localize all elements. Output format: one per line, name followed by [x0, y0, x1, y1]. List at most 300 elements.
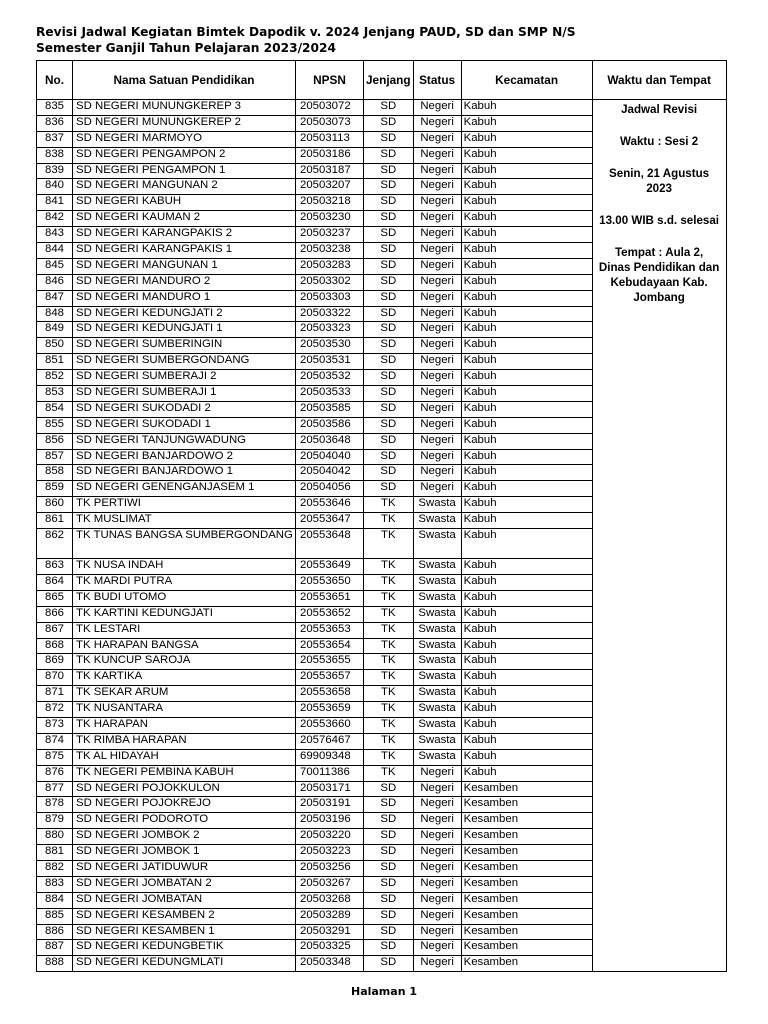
cell-nama: SD NEGERI KEDUNGMLATI: [73, 956, 296, 972]
cell-kecamatan: Kesamben: [461, 940, 592, 956]
cell-jenjang: SD: [364, 322, 414, 338]
cell-nama: SD NEGERI MARMOYO: [73, 131, 296, 147]
cell-nama: SD NEGERI MANGUNAN 2: [73, 179, 296, 195]
cell-kecamatan: Kesamben: [461, 956, 592, 972]
cell-nama: SD NEGERI KEDUNGJATI 2: [73, 306, 296, 322]
cell-no: 863: [37, 559, 73, 575]
cell-kecamatan: Kesamben: [461, 876, 592, 892]
cell-no: 872: [37, 702, 73, 718]
cell-no: 874: [37, 733, 73, 749]
cell-status: Negeri: [413, 481, 461, 497]
cell-kecamatan: Kabuh: [461, 590, 592, 606]
cell-jenjang: TK: [364, 717, 414, 733]
cell-jenjang: TK: [364, 765, 414, 781]
cell-kecamatan: Kabuh: [461, 131, 592, 147]
cell-no: 848: [37, 306, 73, 322]
cell-nama: TK KARTIKA: [73, 670, 296, 686]
cell-npsn: 20503230: [296, 211, 364, 227]
schedule-info-cell: [592, 100, 726, 972]
cell-status: Negeri: [413, 940, 461, 956]
cell-kecamatan: Kabuh: [461, 749, 592, 765]
cell-jenjang: TK: [364, 606, 414, 622]
cell-npsn: 20503533: [296, 386, 364, 402]
cell-jenjang: SD: [364, 449, 414, 465]
cell-jenjang: SD: [364, 940, 414, 956]
cell-kecamatan: Kabuh: [461, 433, 592, 449]
table-row: [37, 100, 727, 116]
cell-jenjang: SD: [364, 147, 414, 163]
cell-no: 857: [37, 449, 73, 465]
cell-status: Swasta: [413, 606, 461, 622]
cell-kecamatan: Kabuh: [461, 622, 592, 638]
cell-jenjang: TK: [364, 529, 414, 559]
cell-no: 862: [37, 529, 73, 559]
cell-kecamatan: Kesamben: [461, 845, 592, 861]
cell-status: Negeri: [413, 956, 461, 972]
cell-npsn: 20503348: [296, 956, 364, 972]
cell-status: Swasta: [413, 638, 461, 654]
cell-jenjang: SD: [364, 258, 414, 274]
cell-status: Negeri: [413, 797, 461, 813]
cell-npsn: 20503191: [296, 797, 364, 813]
cell-kecamatan: Kabuh: [461, 481, 592, 497]
cell-npsn: 20553651: [296, 590, 364, 606]
cell-nama: SD NEGERI KAUMAN 2: [73, 211, 296, 227]
cell-nama: SD NEGERI GENENGANJASEM 1: [73, 481, 296, 497]
cell-jenjang: SD: [364, 417, 414, 433]
cell-no: 849: [37, 322, 73, 338]
cell-status: Negeri: [413, 211, 461, 227]
cell-status: Negeri: [413, 243, 461, 259]
cell-status: Negeri: [413, 433, 461, 449]
cell-no: 865: [37, 590, 73, 606]
cell-npsn: 20503237: [296, 227, 364, 243]
cell-kecamatan: Kesamben: [461, 797, 592, 813]
cell-kecamatan: Kabuh: [461, 497, 592, 513]
cell-nama: SD NEGERI SUMBERAJI 2: [73, 370, 296, 386]
cell-status: Negeri: [413, 338, 461, 354]
cell-npsn: 20553650: [296, 574, 364, 590]
cell-no: 870: [37, 670, 73, 686]
cell-nama: SD NEGERI JOMBOK 2: [73, 829, 296, 845]
cell-nama: TK HARAPAN BANGSA: [73, 638, 296, 654]
cell-status: Negeri: [413, 354, 461, 370]
cell-jenjang: SD: [364, 338, 414, 354]
cell-nama: SD NEGERI SUMBERGONDANG: [73, 354, 296, 370]
cell-nama: SD NEGERI BANJARDOWO 1: [73, 465, 296, 481]
cell-nama: SD NEGERI MANDURO 1: [73, 290, 296, 306]
cell-status: Negeri: [413, 100, 461, 116]
cell-kecamatan: Kesamben: [461, 924, 592, 940]
cell-status: Swasta: [413, 733, 461, 749]
schedule-line5: Tempat : Aula 2, Dinas Pendidikan dan Kebudayaan Kab. Jombang: [598, 246, 720, 304]
cell-status: Negeri: [413, 195, 461, 211]
title-line-1: Revisi Jadwal Kegiatan Bimtek Dapodik v. 2024 Jenjang PAUD, SD dan SMP N/S: [36, 25, 576, 39]
schedule-line2: Waktu : Sesi 2: [620, 135, 699, 148]
cell-no: 835: [37, 100, 73, 116]
cell-no: 842: [37, 211, 73, 227]
cell-npsn: 20553660: [296, 717, 364, 733]
cell-no: 860: [37, 497, 73, 513]
cell-status: Negeri: [413, 227, 461, 243]
cell-no: 866: [37, 606, 73, 622]
cell-nama: TK PERTIWI: [73, 497, 296, 513]
cell-kecamatan: Kabuh: [461, 195, 592, 211]
cell-npsn: 20503322: [296, 306, 364, 322]
cell-kecamatan: Kabuh: [461, 179, 592, 195]
cell-no: 880: [37, 829, 73, 845]
col-header-waktu: Waktu dan Tempat: [592, 61, 726, 100]
cell-status: Swasta: [413, 670, 461, 686]
cell-no: 858: [37, 465, 73, 481]
cell-npsn: 20576467: [296, 733, 364, 749]
cell-kecamatan: Kabuh: [461, 274, 592, 290]
cell-jenjang: SD: [364, 845, 414, 861]
table-body: [37, 100, 727, 972]
cell-no: 843: [37, 227, 73, 243]
cell-nama: SD NEGERI MUNUNGKEREP 2: [73, 115, 296, 131]
cell-jenjang: SD: [364, 797, 414, 813]
cell-no: 879: [37, 813, 73, 829]
cell-kecamatan: Kabuh: [461, 529, 592, 559]
cell-no: 845: [37, 258, 73, 274]
cell-kecamatan: Kabuh: [461, 322, 592, 338]
cell-nama: SD NEGERI KEDUNGJATI 1: [73, 322, 296, 338]
cell-status: Swasta: [413, 717, 461, 733]
cell-status: Negeri: [413, 417, 461, 433]
cell-kecamatan: Kabuh: [461, 654, 592, 670]
cell-npsn: 20553657: [296, 670, 364, 686]
cell-npsn: 20503283: [296, 258, 364, 274]
cell-nama: SD NEGERI KARANGPAKIS 1: [73, 243, 296, 259]
cell-npsn: 20553648: [296, 529, 364, 559]
cell-jenjang: TK: [364, 749, 414, 765]
cell-jenjang: SD: [364, 386, 414, 402]
cell-nama: SD NEGERI POJOKKULON: [73, 781, 296, 797]
cell-status: Negeri: [413, 401, 461, 417]
cell-jenjang: TK: [364, 733, 414, 749]
cell-npsn: 20503586: [296, 417, 364, 433]
cell-npsn: 20553654: [296, 638, 364, 654]
cell-status: Swasta: [413, 686, 461, 702]
cell-nama: SD NEGERI KESAMBEN 2: [73, 908, 296, 924]
cell-jenjang: SD: [364, 211, 414, 227]
cell-npsn: 20504040: [296, 449, 364, 465]
schedule-table: [36, 60, 727, 972]
cell-nama: SD NEGERI JOMBATAN: [73, 892, 296, 908]
cell-npsn: 20553652: [296, 606, 364, 622]
cell-status: Swasta: [413, 497, 461, 513]
cell-nama: TK NUSANTARA: [73, 702, 296, 718]
cell-no: 861: [37, 513, 73, 529]
cell-kecamatan: Kabuh: [461, 243, 592, 259]
cell-npsn: 20503207: [296, 179, 364, 195]
cell-nama: SD NEGERI JATIDUWUR: [73, 860, 296, 876]
cell-npsn: 20503291: [296, 924, 364, 940]
cell-npsn: 20504056: [296, 481, 364, 497]
cell-npsn: 20503648: [296, 433, 364, 449]
cell-nama: SD NEGERI SUKODADI 1: [73, 417, 296, 433]
cell-npsn: 20503302: [296, 274, 364, 290]
cell-status: Negeri: [413, 115, 461, 131]
title-line-2: Semester Ganjil Tahun Pelajaran 2023/2024: [36, 41, 336, 55]
cell-npsn: 20503113: [296, 131, 364, 147]
cell-no: 847: [37, 290, 73, 306]
cell-kecamatan: Kabuh: [461, 417, 592, 433]
cell-no: 836: [37, 115, 73, 131]
cell-nama: TK HARAPAN: [73, 717, 296, 733]
cell-npsn: 20503223: [296, 845, 364, 861]
cell-npsn: 20503220: [296, 829, 364, 845]
cell-kecamatan: Kabuh: [461, 354, 592, 370]
cell-jenjang: SD: [364, 829, 414, 845]
cell-nama: TK LESTARI: [73, 622, 296, 638]
cell-status: Swasta: [413, 702, 461, 718]
cell-jenjang: TK: [364, 654, 414, 670]
cell-kecamatan: Kabuh: [461, 401, 592, 417]
cell-nama: SD NEGERI PODOROTO: [73, 813, 296, 829]
cell-jenjang: TK: [364, 702, 414, 718]
col-header-status: Status: [413, 61, 461, 100]
cell-npsn: 20503072: [296, 100, 364, 116]
cell-kecamatan: Kabuh: [461, 559, 592, 575]
cell-jenjang: SD: [364, 370, 414, 386]
cell-kecamatan: Kabuh: [461, 306, 592, 322]
cell-kecamatan: Kabuh: [461, 733, 592, 749]
cell-nama: SD NEGERI PENGAMPON 1: [73, 163, 296, 179]
col-header-jenjang: Jenjang: [364, 61, 414, 100]
cell-no: 887: [37, 940, 73, 956]
cell-no: 884: [37, 892, 73, 908]
cell-nama: SD NEGERI JOMBOK 1: [73, 845, 296, 861]
cell-npsn: 70011386: [296, 765, 364, 781]
cell-no: 882: [37, 860, 73, 876]
cell-jenjang: SD: [364, 481, 414, 497]
cell-nama: SD NEGERI SUKODADI 2: [73, 401, 296, 417]
cell-jenjang: SD: [364, 892, 414, 908]
cell-nama: SD NEGERI KABUH: [73, 195, 296, 211]
cell-kecamatan: Kabuh: [461, 638, 592, 654]
cell-status: Negeri: [413, 179, 461, 195]
cell-jenjang: SD: [364, 306, 414, 322]
cell-no: 855: [37, 417, 73, 433]
cell-jenjang: SD: [364, 781, 414, 797]
cell-nama: TK KARTINI KEDUNGJATI: [73, 606, 296, 622]
cell-no: 885: [37, 908, 73, 924]
cell-npsn: 20503256: [296, 860, 364, 876]
cell-kecamatan: Kesamben: [461, 781, 592, 797]
cell-jenjang: SD: [364, 876, 414, 892]
cell-kecamatan: Kesamben: [461, 829, 592, 845]
cell-nama: SD NEGERI SUMBERINGIN: [73, 338, 296, 354]
cell-npsn: 20553655: [296, 654, 364, 670]
cell-nama: TK MUSLIMAT: [73, 513, 296, 529]
cell-status: Negeri: [413, 813, 461, 829]
cell-nama: SD NEGERI MUNUNGKEREP 3: [73, 100, 296, 116]
cell-no: 839: [37, 163, 73, 179]
cell-no: 881: [37, 845, 73, 861]
cell-jenjang: SD: [364, 401, 414, 417]
cell-kecamatan: Kabuh: [461, 338, 592, 354]
cell-jenjang: SD: [364, 243, 414, 259]
cell-nama: TK TUNAS BANGSA SUMBERGONDANG: [73, 529, 296, 559]
cell-status: Negeri: [413, 845, 461, 861]
cell-nama: TK NUSA INDAH: [73, 559, 296, 575]
cell-jenjang: TK: [364, 497, 414, 513]
cell-npsn: 20503171: [296, 781, 364, 797]
cell-status: Negeri: [413, 892, 461, 908]
cell-status: Negeri: [413, 163, 461, 179]
cell-nama: TK SEKAR ARUM: [73, 686, 296, 702]
cell-jenjang: SD: [364, 179, 414, 195]
cell-status: Negeri: [413, 147, 461, 163]
cell-kecamatan: Kabuh: [461, 765, 592, 781]
col-header-npsn: NPSN: [296, 61, 364, 100]
cell-npsn: 20503530: [296, 338, 364, 354]
cell-no: 840: [37, 179, 73, 195]
cell-no: 873: [37, 717, 73, 733]
cell-nama: SD NEGERI BANJARDOWO 2: [73, 449, 296, 465]
cell-no: 875: [37, 749, 73, 765]
cell-npsn: 20503289: [296, 908, 364, 924]
cell-no: 838: [37, 147, 73, 163]
cell-jenjang: SD: [364, 131, 414, 147]
cell-no: 852: [37, 370, 73, 386]
cell-status: Negeri: [413, 924, 461, 940]
col-header-kecamatan: Kecamatan: [461, 61, 592, 100]
schedule-line4: 13.00 WIB s.d. selesai: [599, 214, 720, 227]
cell-jenjang: SD: [364, 354, 414, 370]
cell-no: 864: [37, 574, 73, 590]
cell-npsn: 20553649: [296, 559, 364, 575]
cell-npsn: 20503268: [296, 892, 364, 908]
cell-npsn: 20503196: [296, 813, 364, 829]
cell-no: 859: [37, 481, 73, 497]
cell-status: Negeri: [413, 306, 461, 322]
cell-status: Negeri: [413, 908, 461, 924]
schedule-line3: Senin, 21 Agustus 2023: [609, 167, 710, 195]
cell-status: Negeri: [413, 386, 461, 402]
page-footer: Halaman 1: [350, 985, 418, 998]
cell-kecamatan: Kabuh: [461, 258, 592, 274]
cell-status: Swasta: [413, 559, 461, 575]
col-header-nama: Nama Satuan Pendidikan: [73, 61, 296, 100]
cell-no: 876: [37, 765, 73, 781]
cell-no: 850: [37, 338, 73, 354]
cell-jenjang: SD: [364, 813, 414, 829]
cell-no: 869: [37, 654, 73, 670]
cell-jenjang: TK: [364, 638, 414, 654]
col-header-no: No.: [37, 61, 73, 100]
cell-npsn: 20504042: [296, 465, 364, 481]
cell-npsn: 20553658: [296, 686, 364, 702]
cell-no: 854: [37, 401, 73, 417]
cell-nama: SD NEGERI MANGUNAN 1: [73, 258, 296, 274]
cell-kecamatan: Kabuh: [461, 574, 592, 590]
cell-nama: TK NEGERI PEMBINA KABUH: [73, 765, 296, 781]
cell-npsn: 20503532: [296, 370, 364, 386]
cell-kecamatan: Kabuh: [461, 449, 592, 465]
cell-jenjang: TK: [364, 574, 414, 590]
cell-no: 853: [37, 386, 73, 402]
cell-npsn: 20503238: [296, 243, 364, 259]
cell-status: Swasta: [413, 749, 461, 765]
cell-nama: SD NEGERI JOMBATAN 2: [73, 876, 296, 892]
cell-no: 841: [37, 195, 73, 211]
cell-jenjang: SD: [364, 433, 414, 449]
cell-jenjang: SD: [364, 163, 414, 179]
cell-status: Negeri: [413, 765, 461, 781]
cell-jenjang: SD: [364, 115, 414, 131]
cell-jenjang: SD: [364, 195, 414, 211]
cell-nama: SD NEGERI TANJUNGWADUNG: [73, 433, 296, 449]
cell-kecamatan: Kabuh: [461, 211, 592, 227]
cell-jenjang: TK: [364, 622, 414, 638]
cell-kecamatan: Kabuh: [461, 147, 592, 163]
cell-kecamatan: Kabuh: [461, 370, 592, 386]
cell-status: Negeri: [413, 290, 461, 306]
cell-status: Swasta: [413, 513, 461, 529]
cell-nama: TK KUNCUP SAROJA: [73, 654, 296, 670]
cell-status: Swasta: [413, 590, 461, 606]
cell-jenjang: SD: [364, 100, 414, 116]
cell-jenjang: SD: [364, 290, 414, 306]
cell-status: Negeri: [413, 258, 461, 274]
cell-status: Negeri: [413, 322, 461, 338]
cell-kecamatan: Kabuh: [461, 686, 592, 702]
cell-nama: TK RIMBA HARAPAN: [73, 733, 296, 749]
schedule-line1: Jadwal Revisi: [621, 103, 698, 116]
cell-kecamatan: Kabuh: [461, 163, 592, 179]
cell-no: 868: [37, 638, 73, 654]
cell-status: Negeri: [413, 860, 461, 876]
cell-status: Negeri: [413, 781, 461, 797]
cell-kecamatan: Kabuh: [461, 100, 592, 116]
document-title: [36, 24, 576, 56]
cell-jenjang: TK: [364, 590, 414, 606]
cell-kecamatan: Kabuh: [461, 670, 592, 686]
cell-no: 871: [37, 686, 73, 702]
cell-npsn: 20503267: [296, 876, 364, 892]
cell-npsn: 20503325: [296, 940, 364, 956]
cell-jenjang: TK: [364, 559, 414, 575]
cell-no: 878: [37, 797, 73, 813]
cell-nama: SD NEGERI KESAMBEN 1: [73, 924, 296, 940]
cell-nama: SD NEGERI KARANGPAKIS 2: [73, 227, 296, 243]
cell-npsn: 20503585: [296, 401, 364, 417]
cell-npsn: 20553653: [296, 622, 364, 638]
cell-npsn: 20503187: [296, 163, 364, 179]
cell-npsn: 20553647: [296, 513, 364, 529]
cell-status: Swasta: [413, 654, 461, 670]
cell-status: Swasta: [413, 622, 461, 638]
cell-kecamatan: Kabuh: [461, 513, 592, 529]
cell-jenjang: SD: [364, 860, 414, 876]
cell-status: Negeri: [413, 876, 461, 892]
cell-npsn: 69909348: [296, 749, 364, 765]
cell-no: 851: [37, 354, 73, 370]
cell-nama: TK AL HIDAYAH: [73, 749, 296, 765]
header-row: [37, 61, 727, 100]
cell-npsn: 20503073: [296, 115, 364, 131]
cell-jenjang: SD: [364, 924, 414, 940]
cell-no: 886: [37, 924, 73, 940]
cell-no: 877: [37, 781, 73, 797]
cell-jenjang: TK: [364, 513, 414, 529]
cell-kecamatan: Kabuh: [461, 386, 592, 402]
cell-kecamatan: Kabuh: [461, 227, 592, 243]
cell-npsn: 20553646: [296, 497, 364, 513]
